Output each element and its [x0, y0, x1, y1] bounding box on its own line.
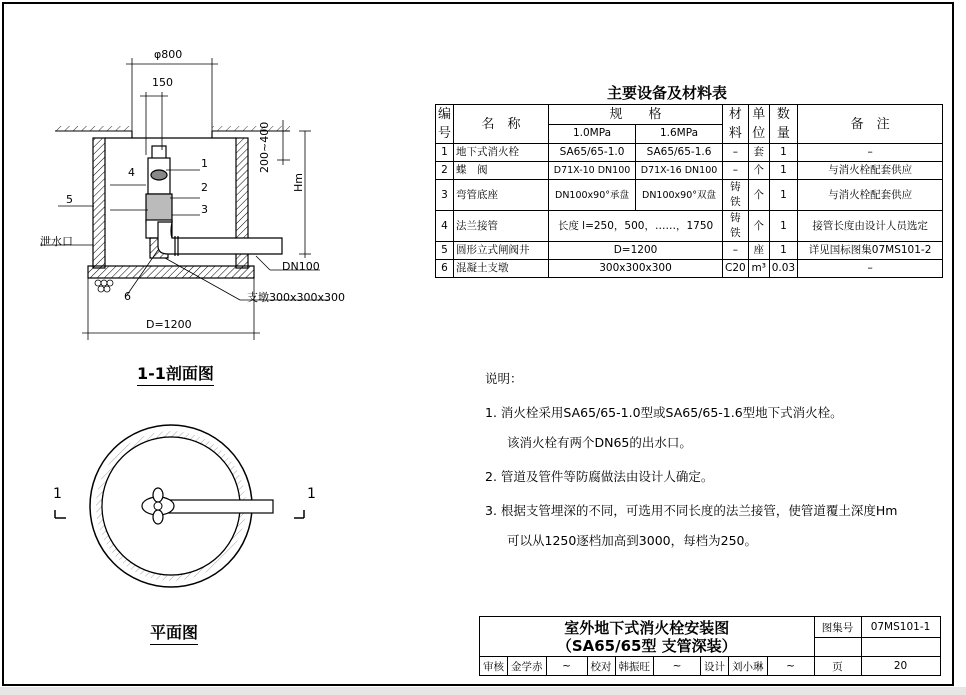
atlas-label-spacer	[814, 638, 861, 657]
plan-caption: 平面图	[150, 620, 198, 645]
table-row	[436, 162, 943, 180]
table-row	[436, 180, 943, 211]
header-material-bottom: 料	[728, 126, 742, 141]
label-pier: 支墩300x300x300	[247, 291, 346, 304]
cell-qty: 1	[769, 144, 797, 162]
header-unit	[748, 105, 769, 144]
cell-spec-a: SA65/65-1.0	[549, 144, 636, 162]
cell-no: 5	[436, 242, 454, 260]
check-name: 韩振旺	[615, 657, 654, 676]
dim-d1200: D=1200	[146, 318, 192, 331]
cell-material: 铸铁	[723, 180, 749, 211]
dim-phi800: φ800	[154, 48, 183, 61]
design-name: 刘小琳	[729, 657, 768, 676]
cell-unit: 个	[748, 162, 769, 180]
table-row	[436, 211, 943, 242]
page-label: 页	[814, 657, 861, 676]
header-remark: 备 注	[798, 105, 943, 144]
header-unit-top: 单	[752, 107, 766, 122]
section-mark-right: 1	[307, 486, 316, 502]
header-qty	[769, 105, 797, 144]
header-name: 名 称	[454, 105, 549, 144]
callout-4: 4	[128, 166, 135, 179]
atlas-no-spacer	[861, 638, 940, 657]
cell-unit: 个	[748, 180, 769, 211]
cell-unit: 座	[748, 242, 769, 260]
header-qty-bottom: 量	[776, 126, 790, 141]
note-3a: 3. 根据支管埋深的不同，可选用不同长度的法兰接管，使管道覆土深度Hm	[485, 503, 898, 518]
table-row	[436, 260, 943, 278]
table-row	[436, 242, 943, 260]
cell-qty: 1	[769, 211, 797, 242]
header-qty-top: 数	[776, 107, 790, 122]
header-spec-a: 1.0MPa	[549, 124, 636, 144]
callout-2: 2	[201, 181, 208, 194]
cell-spec-b: DN100x90°双盘	[636, 180, 723, 211]
cell-remark: –	[798, 144, 943, 162]
callout-5: 5	[66, 193, 73, 206]
callout-6: 6	[124, 290, 131, 303]
cell-spec-b: D71X-16 DN100	[636, 162, 723, 180]
cell-no: 6	[436, 260, 454, 278]
header-no	[436, 105, 454, 144]
check-signature: ~	[654, 657, 701, 676]
cell-name: 混凝土支墩	[454, 260, 549, 278]
gravel	[95, 280, 113, 292]
callout-3: 3	[201, 203, 208, 216]
cell-qty: 1	[769, 242, 797, 260]
branch-pipe	[158, 222, 282, 256]
cell-unit: 个	[748, 211, 769, 242]
drawing-title-line2: （SA65/65型 支管深装）	[556, 636, 737, 655]
design-signature: ~	[767, 657, 814, 676]
cell-qty: 0.03	[769, 260, 797, 278]
table-row	[436, 144, 943, 162]
cell-material: –	[723, 162, 749, 180]
cell-qty: 1	[769, 162, 797, 180]
note-1a: 1. 消火栓采用SA65/65-1.0型或SA65/65-1.6型地下式消火栓。	[485, 405, 843, 420]
note-1b: 该消火栓有两个DN65的出水口。	[507, 435, 692, 450]
note-2: 2. 管道及管件等防腐做法由设计人确定。	[485, 469, 714, 484]
cell-name: 地下式消火栓	[454, 144, 549, 162]
review-name: 金学赤	[508, 657, 547, 676]
header-unit-bottom: 位	[752, 126, 766, 141]
section-mark-left: 1	[53, 486, 62, 502]
title-block	[479, 616, 941, 676]
notes-section	[485, 362, 897, 558]
cell-no: 3	[436, 180, 454, 211]
cell-unit: 套	[748, 144, 769, 162]
page-no: 20	[861, 657, 940, 676]
cell-spec: 300x300x300	[549, 260, 723, 278]
header-spec-b: 1.6MPa	[636, 124, 723, 144]
cell-material: 铸铁	[723, 211, 749, 242]
cell-remark: 与消火栓配套供应	[798, 162, 943, 180]
cell-no: 1	[436, 144, 454, 162]
cell-no: 2	[436, 162, 454, 180]
cell-name: 蝶 阀	[454, 162, 549, 180]
design-label: 设计	[701, 657, 729, 676]
cell-material: –	[723, 242, 749, 260]
cell-no: 4	[436, 211, 454, 242]
callout-1: 1	[201, 157, 208, 170]
cell-remark: 接管长度由设计人员选定	[798, 211, 943, 242]
header-material	[723, 105, 749, 144]
cell-spec: D=1200	[549, 242, 723, 260]
header-material-top: 材	[728, 107, 742, 122]
cell-material: C20	[723, 260, 749, 278]
label-dn100: DN100	[282, 260, 320, 273]
atlas-label: 图集号	[814, 617, 861, 638]
cell-spec: 长度 l=250，500，……，1750	[549, 211, 723, 242]
cell-material: –	[723, 144, 749, 162]
cell-qty: 1	[769, 180, 797, 211]
table-title: 主要设备及材料表	[607, 84, 728, 102]
dim-hm: Hm	[292, 173, 305, 192]
callout-leaders	[40, 170, 330, 300]
check-label: 校对	[587, 657, 615, 676]
ground-line	[55, 126, 290, 131]
cell-name: 法兰接管	[454, 211, 549, 242]
label-drain-outlet: 泄水口	[40, 235, 73, 248]
drawing-title-line1: 室外地下式消火栓安装图	[564, 618, 730, 637]
note-3b: 可以从1250逐档加高到3000，每档为250。	[507, 533, 757, 548]
title-cell	[480, 617, 815, 657]
review-signature: ~	[546, 657, 587, 676]
table-header-row	[436, 105, 943, 125]
header-no-top: 编	[438, 107, 452, 122]
atlas-no: 07MS101-1	[861, 617, 940, 638]
section-caption: 1-1剖面图	[137, 361, 214, 386]
review-label: 审核	[480, 657, 508, 676]
cell-spec-a: D71X-10 DN100	[549, 162, 636, 180]
notes-heading: 说明：	[485, 371, 523, 386]
dim-150: 150	[152, 76, 173, 89]
cell-spec-a: DN100x90°承盘	[549, 180, 636, 211]
header-spec: 规 格	[549, 105, 723, 125]
cell-name: 圆形立式闸阀井	[454, 242, 549, 260]
dim-200-400: 200~400	[258, 121, 271, 173]
cell-name: 弯管底座	[454, 180, 549, 211]
cell-spec-b: SA65/65-1.6	[636, 144, 723, 162]
cell-remark: 详见国标图集07MS101-2	[798, 242, 943, 260]
cell-remark: –	[798, 260, 943, 278]
header-no-bottom: 号	[438, 126, 452, 141]
cell-unit: m³	[748, 260, 769, 278]
plan-view	[55, 425, 304, 587]
material-table	[435, 104, 943, 278]
cell-remark: 与消火栓配套供应	[798, 180, 943, 211]
